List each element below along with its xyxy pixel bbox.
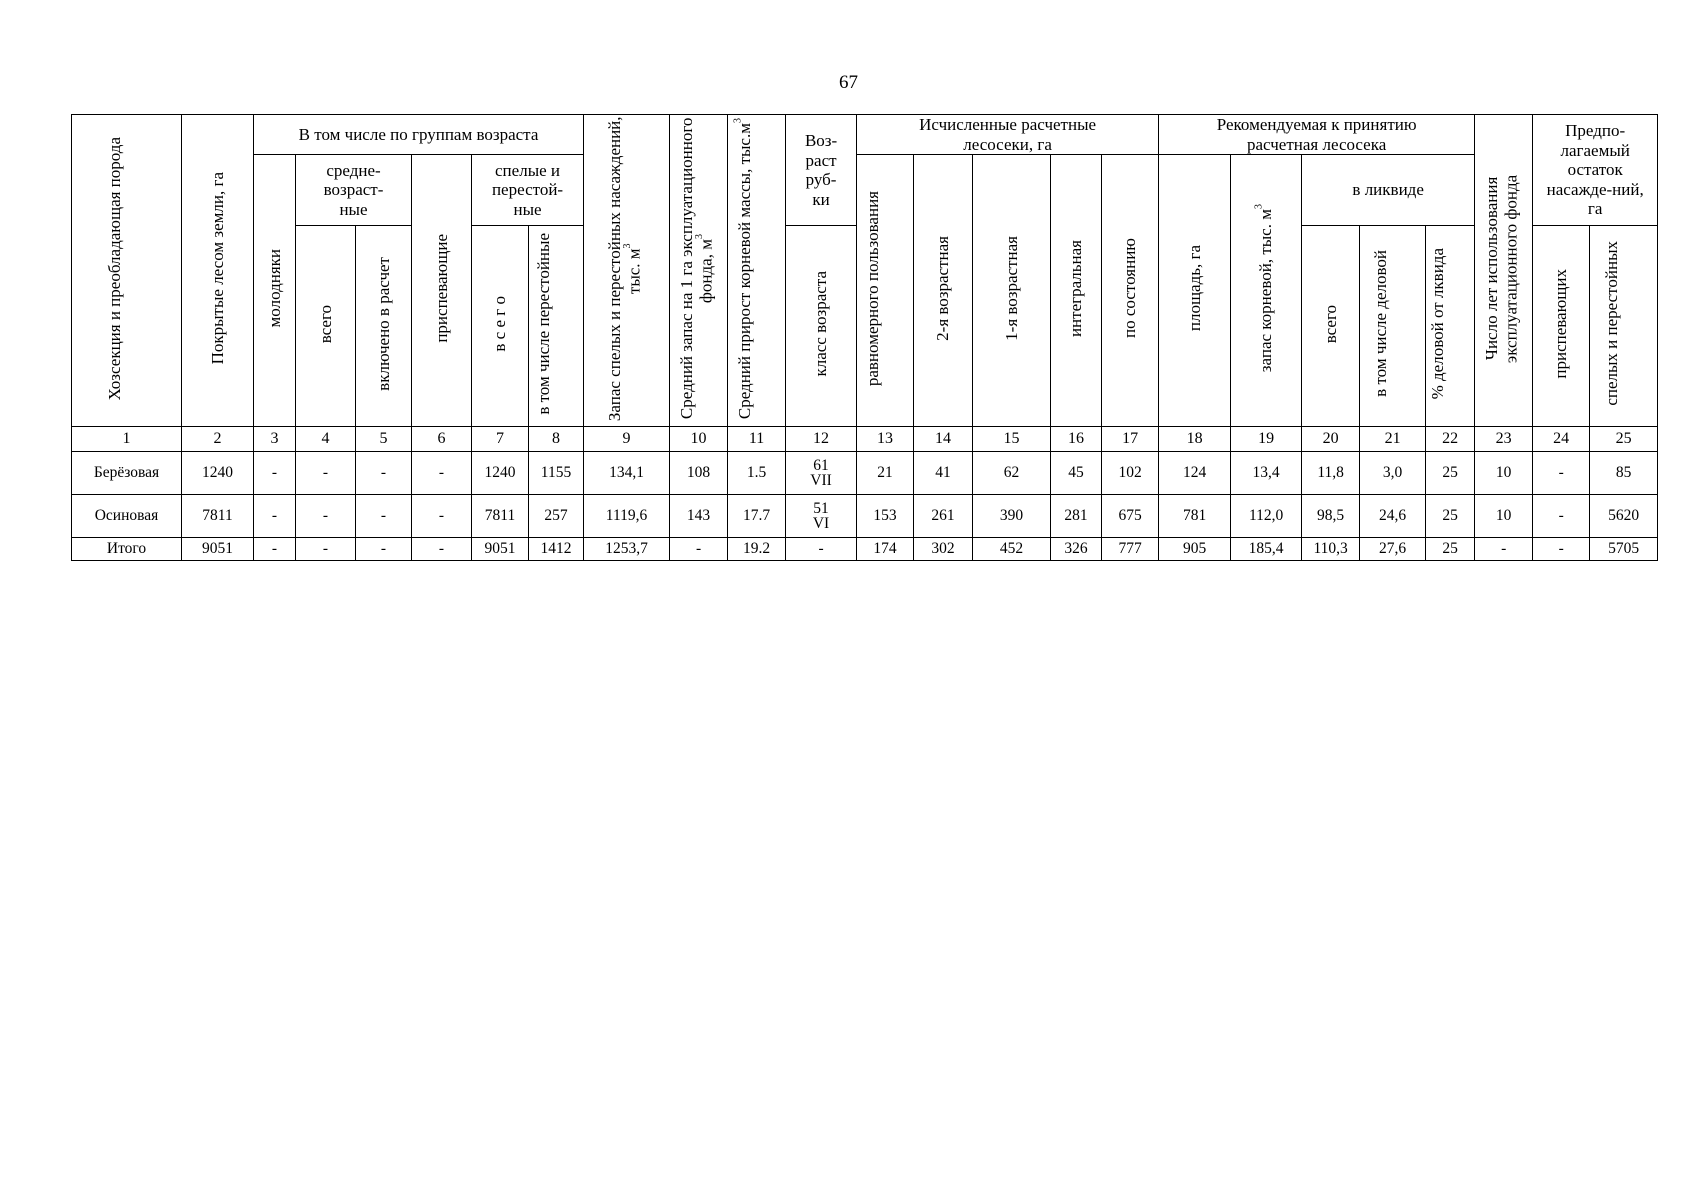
- row-name: Итого: [72, 538, 182, 561]
- cell: 7811: [182, 495, 254, 538]
- col-num: 13: [857, 427, 914, 452]
- cell: -: [254, 452, 296, 495]
- header-age-groups: В том числе по группам возраста: [254, 115, 584, 155]
- cell-age-class: 51 VI: [786, 495, 857, 538]
- row-name: Осиновая: [72, 495, 182, 538]
- cell: 1.5: [728, 452, 786, 495]
- header-l-all: всего: [1302, 226, 1360, 427]
- cell: -: [296, 495, 356, 538]
- header-young: молодняки: [254, 155, 296, 427]
- cell: 24,6: [1360, 495, 1426, 538]
- cell: 19.2: [728, 538, 786, 561]
- cell: 1240: [182, 452, 254, 495]
- col-num: 3: [254, 427, 296, 452]
- header-recommended-cut: Рекомендуемая к принятию расчетная лесосека: [1159, 115, 1475, 155]
- cell: -: [412, 452, 472, 495]
- col-num: 5: [356, 427, 412, 452]
- col-num: 25: [1590, 427, 1658, 452]
- column-number-row: [72, 427, 1658, 452]
- table-row: [72, 495, 1658, 538]
- cell: 5620: [1590, 495, 1658, 538]
- col-num: 11: [728, 427, 786, 452]
- cell: 390: [973, 495, 1051, 538]
- cell: 17.7: [728, 495, 786, 538]
- header-section-species: Хозсекция и преобладающая порода: [72, 115, 182, 427]
- cell: 5705: [1590, 538, 1658, 561]
- cell: 174: [857, 538, 914, 561]
- cell: 85: [1590, 452, 1658, 495]
- cell: -: [412, 538, 472, 561]
- header-c-uniform: равномерного пользования: [857, 155, 914, 427]
- cell: 781: [1159, 495, 1231, 538]
- col-num: 19: [1231, 427, 1302, 452]
- cell: 11,8: [1302, 452, 1360, 495]
- cell: 257: [529, 495, 584, 538]
- header-mature-over: в том числе перестойные: [529, 226, 584, 427]
- cell: 13,4: [1231, 452, 1302, 495]
- cell: 25: [1426, 538, 1475, 561]
- cell: 108: [670, 452, 728, 495]
- col-num: 4: [296, 427, 356, 452]
- header-liquid: в ликвиде: [1302, 155, 1475, 226]
- cell: 7811: [472, 495, 529, 538]
- col-num: 24: [1533, 427, 1590, 452]
- col-num: 17: [1102, 427, 1159, 452]
- cell: 302: [914, 538, 973, 561]
- col-num: 21: [1360, 427, 1426, 452]
- cell: 41: [914, 452, 973, 495]
- table-row: [72, 452, 1658, 495]
- header-maturing: приспевающие: [412, 155, 472, 427]
- cell: 25: [1426, 452, 1475, 495]
- header-c-2age: 2-я возрастная: [914, 155, 973, 427]
- cell: 1412: [529, 538, 584, 561]
- cell: 281: [1051, 495, 1102, 538]
- col-num: 6: [412, 427, 472, 452]
- cell: 98,5: [1302, 495, 1360, 538]
- allowable-cut-table: [71, 114, 1658, 561]
- cell: 143: [670, 495, 728, 538]
- col-num: 10: [670, 427, 728, 452]
- col-num: 23: [1475, 427, 1533, 452]
- cell: -: [1533, 538, 1590, 561]
- header-c-1age: 1-я возрастная: [973, 155, 1051, 427]
- col-num: 20: [1302, 427, 1360, 452]
- cell: 9051: [182, 538, 254, 561]
- col-num: 9: [584, 427, 670, 452]
- cell: 10: [1475, 495, 1533, 538]
- cell: -: [1533, 495, 1590, 538]
- cell: 1240: [472, 452, 529, 495]
- col-num: 2: [182, 427, 254, 452]
- col-num: 18: [1159, 427, 1231, 452]
- header-middle-all: всего: [296, 226, 356, 427]
- col-num: 8: [529, 427, 584, 452]
- cell: 261: [914, 495, 973, 538]
- cell: 134,1: [584, 452, 670, 495]
- cell: -: [412, 495, 472, 538]
- cell: -: [356, 538, 412, 561]
- header-cut-age: Воз-раст руб-ки: [786, 115, 857, 226]
- header-age-class: класс возраста: [786, 226, 857, 427]
- cell: 452: [973, 538, 1051, 561]
- cell: 326: [1051, 538, 1102, 561]
- cell-age-class: -: [786, 538, 857, 561]
- row-name: Берёзовая: [72, 452, 182, 495]
- header-c-integral: интегральная: [1051, 155, 1102, 427]
- cell: -: [254, 538, 296, 561]
- cell: 905: [1159, 538, 1231, 561]
- cell: 62: [973, 452, 1051, 495]
- col-num: 15: [973, 427, 1051, 452]
- cell: 124: [1159, 452, 1231, 495]
- header-r-stock: запас корневой, тыс. $м^3$: [1231, 155, 1302, 427]
- cell: -: [1475, 538, 1533, 561]
- cell: -: [296, 538, 356, 561]
- col-num: 12: [786, 427, 857, 452]
- cell: 112,0: [1231, 495, 1302, 538]
- header-rem-mature: спелых и перестойных: [1590, 226, 1658, 427]
- cell: 110,3: [1302, 538, 1360, 561]
- header-rem-maturing: приспевающих: [1533, 226, 1590, 427]
- cell: 1253,7: [584, 538, 670, 561]
- cell: 9051: [472, 538, 529, 561]
- cell: 777: [1102, 538, 1159, 561]
- cell: 21: [857, 452, 914, 495]
- header-l-percent: % деловой от лквида: [1426, 226, 1475, 427]
- cell: 45: [1051, 452, 1102, 495]
- header-mature: спелые и перестой-ные: [472, 155, 584, 226]
- cell: 25: [1426, 495, 1475, 538]
- header-calc-cuts: Исчисленные расчетные лесосеки, га: [857, 115, 1159, 155]
- header-remainder: Предпо-лагаемый остаток насажде-ний, га: [1533, 115, 1658, 226]
- cell: -: [356, 495, 412, 538]
- cell: -: [1533, 452, 1590, 495]
- header-years-use: Число лет использования эксплуатационного фонда: [1475, 115, 1533, 427]
- table-row-total: [72, 538, 1658, 561]
- cell: -: [356, 452, 412, 495]
- cell: 3,0: [1360, 452, 1426, 495]
- header-forested-area: Покрытые лесом земли, га: [182, 115, 254, 427]
- header-c-state: по состоянию: [1102, 155, 1159, 427]
- cell: -: [670, 538, 728, 561]
- cell: 102: [1102, 452, 1159, 495]
- cell: 1119,6: [584, 495, 670, 538]
- header-mature-stock: Запас спелых и перестойных насаждений, тыс. $м^3$: [584, 115, 670, 427]
- header-avg-stock: Средний запас на 1 га эксплуатационного фонда, $м^3$: [670, 115, 728, 427]
- cell-age-class: 61 VII: [786, 452, 857, 495]
- header-middle-incl: включено в расчет: [356, 226, 412, 427]
- col-num: 14: [914, 427, 973, 452]
- cell: 27,6: [1360, 538, 1426, 561]
- cell: 10: [1475, 452, 1533, 495]
- header-avg-growth: Средний прирост корневой массы, $тыс.м^3$: [728, 115, 786, 427]
- cell: 185,4: [1231, 538, 1302, 561]
- col-num: 7: [472, 427, 529, 452]
- header-middle-aged: средне-возраст-ные: [296, 155, 412, 226]
- cell: -: [296, 452, 356, 495]
- header-l-business: в том числе деловой: [1360, 226, 1426, 427]
- page-number: 67: [839, 72, 858, 93]
- cell: 1155: [529, 452, 584, 495]
- col-num: 16: [1051, 427, 1102, 452]
- header-r-area: площадь, га: [1159, 155, 1231, 427]
- header-mature-all: в с е г о: [472, 226, 529, 427]
- col-num: 1: [72, 427, 182, 452]
- col-num: 22: [1426, 427, 1475, 452]
- cell: 153: [857, 495, 914, 538]
- cell: -: [254, 495, 296, 538]
- cell: 675: [1102, 495, 1159, 538]
